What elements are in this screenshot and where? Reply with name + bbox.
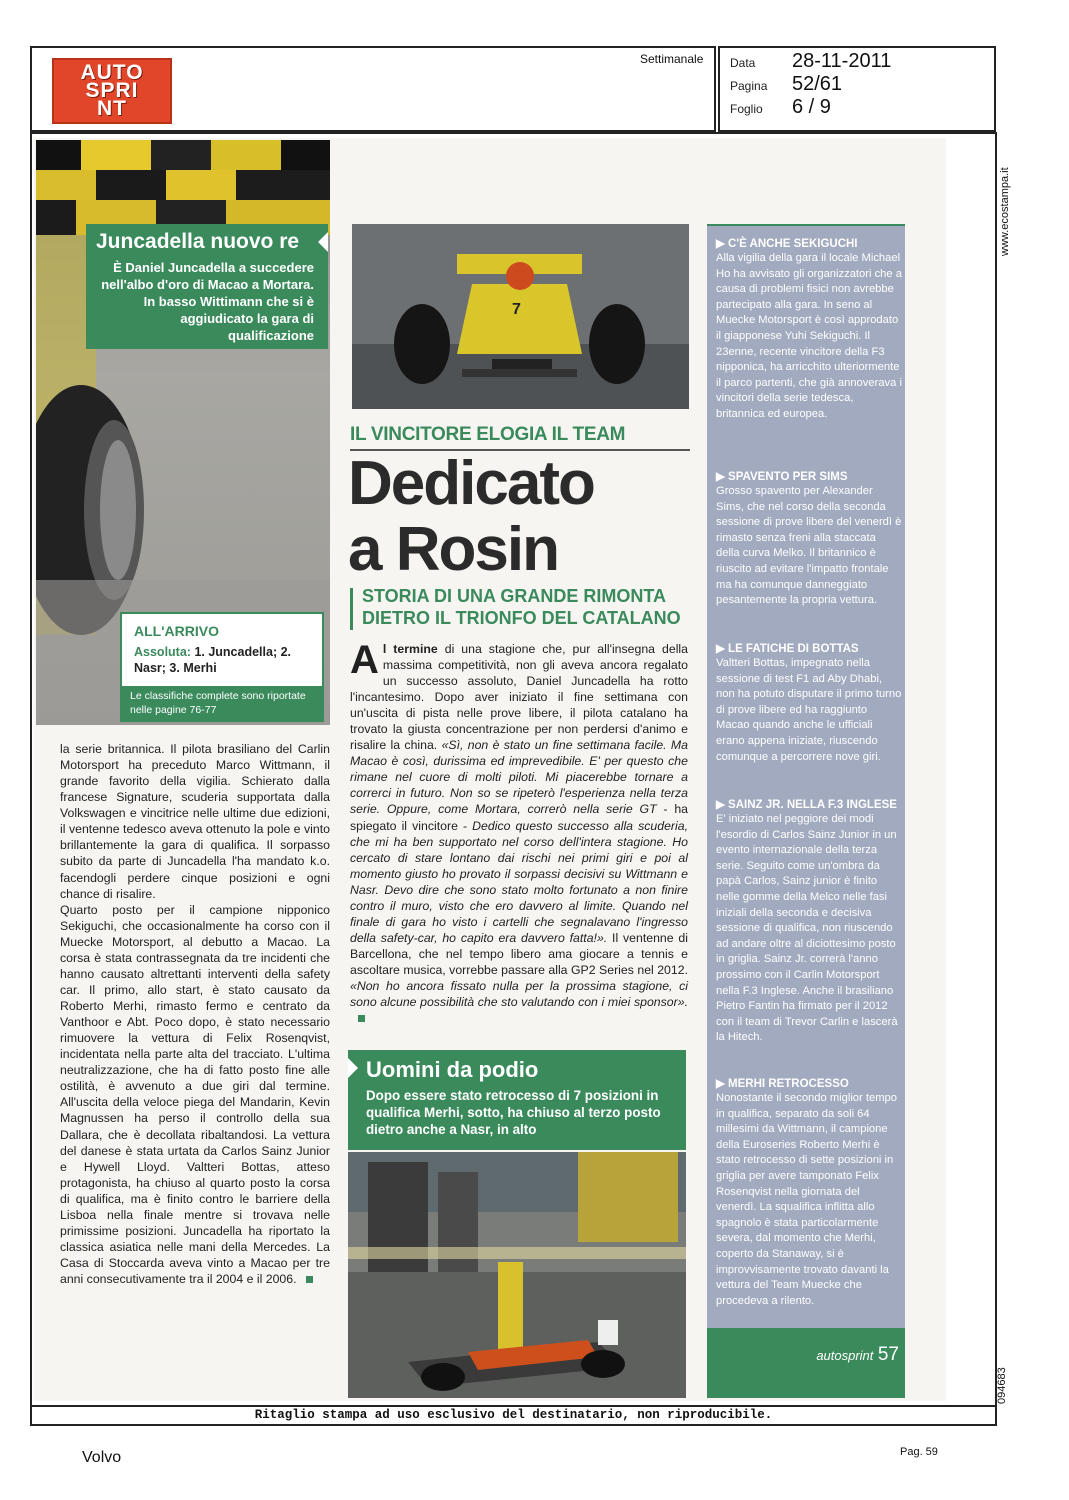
photo-caption-2-text: Dopo essere stato retrocesso di 7 posizioni in qualifica Merhi, sotto, ha chiuso al terzo posto dietro anche a Nasr, in alto: [366, 1088, 661, 1137]
data-label: Data: [730, 56, 756, 70]
merhi-podium-photo: [348, 1152, 686, 1398]
sidebar-item-2-head-text: SPAVENTO PER SIMS: [728, 471, 848, 483]
left-column: [60, 741, 330, 1287]
photo-caption-box-1: [86, 224, 328, 349]
logo-line-3: NT: [97, 97, 127, 120]
quote-mid: - ha spiegato il vincitore -: [350, 802, 688, 833]
results-note: Le classifiche complete sono riportate nelle pagine 76-77: [130, 690, 306, 716]
title-a: a: [348, 515, 396, 584]
sidebar-top-rule: [707, 224, 905, 226]
left-col-paragraph-2-text: Quarto posto per il campione nipponico Sekiguchi, che occasionalmente ha corso con il Muecke Motorsport, al debutto a Macao. La corsa è stata contrassegnata da tre incidenti che hanno causato altrettanti interventi della safety car. Il primo, allo start, è stato causato da Roberto Merhi, rimasto fermo e centrato da Vanthoor e Abt. Poco dopo, è stato necessario rimuovere la vettura di Felix Rosenqvist, incidentata nella parte alta del tracciato. L'ultima neutralizzazione, che ha di fatto posto fine alle ostilità, è avvenuto a due giri dal termine. All'uscita della veloce piega del Mandarin, Kevin Magnussen ha perso il controllo della sua Dallara, che è decollata ribaltandosi. La vettura del danese è stata urtata da Carlos Sainz Junior e Hywell Lloyd. Valtteri Bottas, atteso protagonista, ha chiuso al quarto posto la corsa di qualifica, ma è finito contro le barriere della Lisboa nella finale mentre si trovava nelle primissime posizioni. Juncadella ha riportato la classica asiatica nelle mani della Mercedes. La Casa di Stoccarda aveva vinto a Macao per tre anni consecutivamente tra il 2004 e il 2006.: [60, 902, 330, 1287]
article-title-line-1: Dedicato: [348, 449, 594, 518]
results-standings: 1. Juncadella; 2. Nasr; 3. Merhi: [134, 645, 292, 675]
pagina-label: Pagina: [730, 79, 768, 93]
title-rosin: Rosin: [395, 515, 558, 584]
code-vertical: 094683: [996, 1367, 1008, 1404]
photo-caption-2-title: Uomini da podio: [366, 1057, 539, 1082]
sidebar-item-5-head: ▶ MERHI RETROCESSO: [716, 1078, 849, 1090]
reproduction-notice: Ritaglio stampa ad uso esclusivo del destinatario, non riproducibile.: [30, 1405, 997, 1426]
folio-text: [816, 1344, 899, 1366]
body-tail: Il ventenne di Barcellona, che nel tempo libero ama giocare a tennis e ascoltare musica, vorrebbe passare alla GP2 Series nel 2012.: [350, 930, 688, 977]
end-mark-icon-2: [306, 1276, 313, 1283]
website-vertical: www.ecostampa.it: [999, 167, 1011, 256]
page-number: Pag. 59: [900, 1446, 938, 1458]
caption-arrow-icon: [318, 232, 328, 252]
dropcap: A: [350, 638, 379, 682]
sidebar-item-2-text: Grosso spavento per Alexander Sims, che nel corso della seconda sessione di prove libere del venerdì è rimasto senza freni alla staccata della curva Melko. Il britannico è riuscito ad evitare l'impatto frontale ma ha comunque danneggiato pesantemente la propria vettura.: [716, 485, 902, 607]
autosprint-logo: [52, 58, 172, 124]
sidebar-item-4-head: ▶ SAINZ JR. NELLA F.3 INGLESE: [716, 799, 897, 811]
sidebar-item-3-head: ▶ LE FATICHE DI BOTTAS: [716, 643, 859, 655]
sidebar-item-1-head: ▶ C'È ANCHE SEKIGUCHI: [716, 238, 858, 250]
results-title: ALL'ARRIVO: [134, 623, 219, 639]
article-title-line-2: [348, 514, 558, 585]
frequency-label: Settimanale: [640, 52, 704, 66]
sidebar-item-4-head-text: SAINZ JR. NELLA F.3 INGLESE: [728, 799, 897, 811]
quote-2: Dedico questo successo alla scuderia, che mi ha ben supportato nel corso dell'intera stagione. Ho cercato di stare lontano dai rischi nei primi giri e poi al momento giusto ho provato il sorpassi decisivi su Wittmann e Nasr. Devo dire che sono stato molto fortunato a non finire contro il muro, visto che ero davvero al limite. Quando nel finale di gara ho visto i cartelli che segnalavano l'ingresso della safety-car, ho capito era davvero fatta!».: [350, 818, 688, 945]
body-intro: di una stagione che, pur all'insegna della massima competitività, non gli aveva ancora regalato un successo assoluto, Daniel Juncadella ha rotto l'incantesimo. Dopo aver iniziato il fine settimana con un'uscita di pista nelle prove libere, il pilota catalano ha trovato la giusta concentrazione per non perdersi d'animo e risalire la china.: [350, 642, 688, 753]
article-body: [350, 638, 688, 1026]
sidebar-item-3-text: Valtteri Bottas, impegnato nella sessione di test F1 ad Aby Dhabi, non ha potuto disputare il primo turno di prove libere ed ha raggiunto Macao quando anche le ufficiali erano appena iniziate, riuscendo comunque a percorrere nove giri.: [716, 657, 902, 763]
sidebar-item-4-text: E' iniziato nel peggiore dei modi l'esordio di Carlos Sainz Junior in un evento internazionale della terza serie. Seguito come un'ombra da papà Carlos, Sainz junior è finito nelle gomme della Melco nelle fasi iniziali della seconda e decisiva sessione di qualifica, non riuscendo ad andare oltre al diciottesimo posto in griglia. Sainz Jr. correrà l'anno prossimo con il Carlin Motorsport nella F.3 Inglese. Anche il brasiliano Pietro Fantin ha firmato per il 2012 con il team di Trevor Carlin e lascerà la Hitech.: [716, 813, 898, 1044]
folio-brand: autosprint: [816, 1348, 874, 1363]
podium-photo-graphic: [348, 1152, 686, 1398]
logo-line-1: AUTO: [80, 61, 144, 84]
end-mark-icon: [358, 1015, 365, 1022]
results-text: [134, 644, 320, 676]
quote-3: «Non ho ancora fissato nulla per la prossima stagione, ci sono alcune possibilità che sto valutando con i miei sponsor».: [350, 978, 688, 1010]
data-value: 28-11-2011: [792, 50, 892, 72]
logo-line-2: SPRI: [85, 79, 139, 102]
results-label: Assoluta:: [134, 645, 191, 659]
photo-caption-box-2: [348, 1050, 686, 1150]
juncadella-car-photo: [352, 224, 689, 409]
article-subtitle-2: DIETRO IL TRIONFO DEL CATALANO: [362, 608, 681, 628]
caption-2-arrow-icon: [348, 1058, 358, 1078]
svg-text:7: 7: [512, 301, 521, 318]
sidebar-item-5-head-text: MERHI RETROCESSO: [728, 1078, 849, 1090]
photo-caption-1-text: È Daniel Juncadella a succedere nell'albo d'oro di Macao a Mortara. In basso Wittimann che si è aggiudicato la gara di qualificazione: [101, 260, 314, 343]
results-box: [120, 612, 324, 722]
results-note-bar: [122, 686, 322, 720]
car-photo-graphic: [352, 224, 689, 409]
article-kicker: IL VINCITORE ELOGIA IL TEAM: [350, 424, 626, 445]
sidebar-item-1-head-text: C'È ANCHE SEKIGUCHI: [728, 238, 858, 250]
pagina-value: 52/61: [792, 73, 843, 95]
folio-bar: [707, 1328, 905, 1398]
lead-bold: l termine: [382, 642, 438, 656]
left-col-paragraph-1: la serie britannica. Il pilota brasiliano del Carlin Motorsport ha preceduto Marco Wittmann, il grande favorito della vigilia. Schierato dalla francese Signature, scuderia supportata dalla Volkswagen e vincitrice nelle ultime due edizioni, il ventenne tedesco aveva ottenuto la pole e vinto brillantemente la gara di qualifica. Il sorpasso subito da parte di Juncadella l'ha mandato k.o. facendogli perdere cinque posizioni e ogni chance di risalire.: [60, 742, 330, 901]
client-name: Volvo: [82, 1449, 122, 1466]
sidebar-item-1-text: Alla vigilia della gara il locale Michael Ho ha avvisato gli organizzatori che a causa di problemi fisici non avrebbe partecipato alla gara. In seno al Muecke Motorsport è così approdato il giapponese Yuhi Sekiguchi. Il 23enne, recente vincitore della F3 nipponica, ha arricchito ulteriormente il parco partenti, che già annoverava i vincitori della serie tedesca, britannica ed europea.: [716, 252, 902, 420]
left-col-paragraph-2: [60, 902, 330, 1288]
subtitle-rule: [350, 588, 353, 630]
sidebar-item-5-text: Nonostante il secondo miglior tempo in qualifica, separato da soli 64 millesimi da Wittmann, il campione della Euroseries Roberto Merhi è stato retrocesso di sette posizioni in griglia per avere tamponato Felix Rosenqvist nella giornata del venerdì. La squalifica inflitta allo spagnolo è stata particolarmente severa, dal momento che Merhi, coperto da Stanaway, si è improvvisamente trovato davanti la vettura del Team Muecke che procedeva a rilento.: [716, 1092, 897, 1307]
sidebar-item-2-head: ▶ SPAVENTO PER SIMS: [716, 471, 848, 483]
sidebar-item-3-head-text: LE FATICHE DI BOTTAS: [728, 643, 859, 655]
foglio-value: 6 / 9: [792, 96, 831, 118]
foglio-label: Foglio: [730, 102, 763, 116]
quote-1: «Sì, non è stato un fine settimana facile. Ma Macao è così, durissima ed imprevedibile. E' per questo che rimane nel cuore di molti piloti. Mi piacerebbe tornare a correrci in futuro. Non so se ripeterò l'esperienza nella terza serie. Oppure, come Mortara, correrò nella serie GT: [350, 738, 688, 817]
folio-number: 57: [877, 1344, 899, 1365]
article-subtitle-1: STORIA DI UNA GRANDE RIMONTA: [362, 586, 666, 606]
photo-caption-1-title: Juncadella nuovo re: [96, 230, 300, 253]
